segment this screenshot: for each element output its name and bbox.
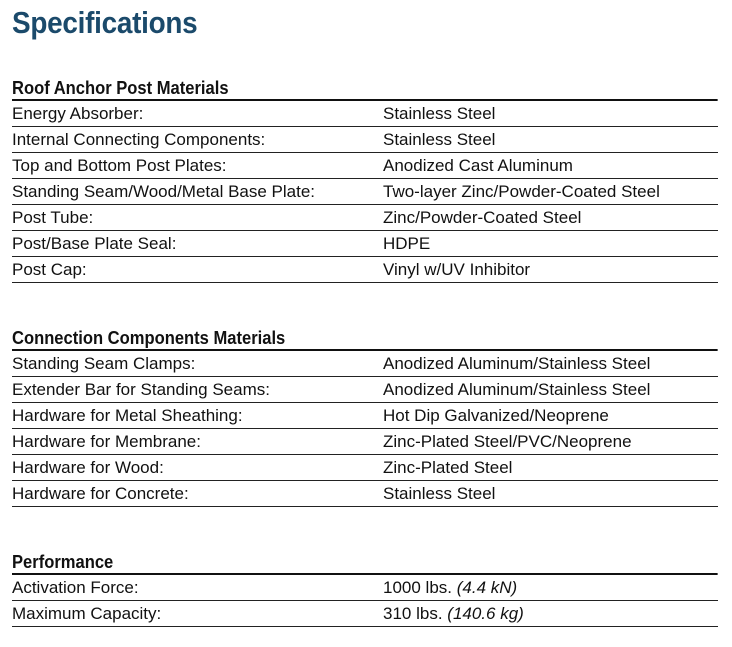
spec-label: Hardware for Membrane: [12, 432, 201, 451]
spec-row [12, 257, 718, 283]
spec-value [383, 575, 718, 600]
spec-label: Post Cap: [12, 260, 87, 279]
spec-label: Post/Base Plate Seal: [12, 234, 177, 253]
spec-row [12, 153, 718, 179]
spec-label: Standing Seam Clamps: [12, 354, 196, 373]
spec-value: Vinyl w/UV Inhibitor [383, 260, 531, 279]
spec-label: Internal Connecting Components: [12, 130, 266, 149]
spec-label: Extender Bar for Standing Seams: [12, 380, 270, 399]
performance-section [12, 552, 718, 627]
spec-value [383, 601, 718, 626]
spec-row [12, 403, 718, 429]
metric-value: (140.6 kg) [447, 604, 524, 623]
spec-value: Hot Dip Galvanized/Neoprene [383, 406, 609, 425]
section-heading: Roof Anchor Post Materials [12, 78, 718, 101]
spec-row [12, 455, 718, 481]
spec-label: Standing Seam/Wood/Metal Base Plate: [12, 182, 316, 201]
spec-row [12, 351, 718, 377]
spec-value: Zinc-Plated Steel/PVC/Neoprene [383, 432, 632, 451]
spec-row [12, 127, 718, 153]
spec-value: Anodized Cast Aluminum [383, 156, 573, 175]
spec-row [12, 429, 718, 455]
spec-label: Hardware for Metal Sheathing: [12, 406, 243, 425]
spec-row [12, 205, 718, 231]
spec-label: Maximum Capacity: [12, 604, 162, 623]
spec-label: Hardware for Wood: [12, 458, 164, 477]
page-title: Specifications [12, 5, 198, 40]
spec-row [12, 179, 718, 205]
imperial-value: 1000 lbs. [383, 578, 452, 597]
spec-value: Stainless Steel [383, 104, 496, 123]
spec-label: Top and Bottom Post Plates: [12, 156, 227, 175]
section-heading: Performance [12, 552, 718, 575]
spec-value: Anodized Aluminum/Stainless Steel [383, 354, 651, 373]
spec-row [12, 481, 718, 507]
spec-value: Zinc-Plated Steel [383, 458, 513, 477]
spec-row [12, 231, 718, 257]
spec-value: Anodized Aluminum/Stainless Steel [383, 380, 651, 399]
spec-row [12, 601, 718, 627]
imperial-value: 310 lbs. [383, 604, 443, 623]
metric-value: (4.4 kN) [456, 578, 518, 597]
spec-label: Activation Force: [12, 578, 139, 597]
spec-row [12, 101, 718, 127]
spec-value: HDPE [383, 234, 431, 253]
spec-value: Two-layer Zinc/Powder-Coated Steel [383, 182, 660, 201]
spec-label: Post Tube: [12, 208, 94, 227]
spec-value: Stainless Steel [383, 130, 496, 149]
spec-value: Zinc/Powder-Coated Steel [383, 208, 582, 227]
spec-row [12, 377, 718, 403]
spec-label: Energy Absorber: [12, 104, 144, 123]
spec-row [12, 575, 718, 601]
roof-anchor-post-materials-section [12, 78, 718, 283]
connection-components-materials-section [12, 328, 718, 507]
section-heading: Connection Components Materials [12, 328, 718, 351]
spec-value: Stainless Steel [383, 484, 496, 503]
spec-label: Hardware for Concrete: [12, 484, 189, 503]
